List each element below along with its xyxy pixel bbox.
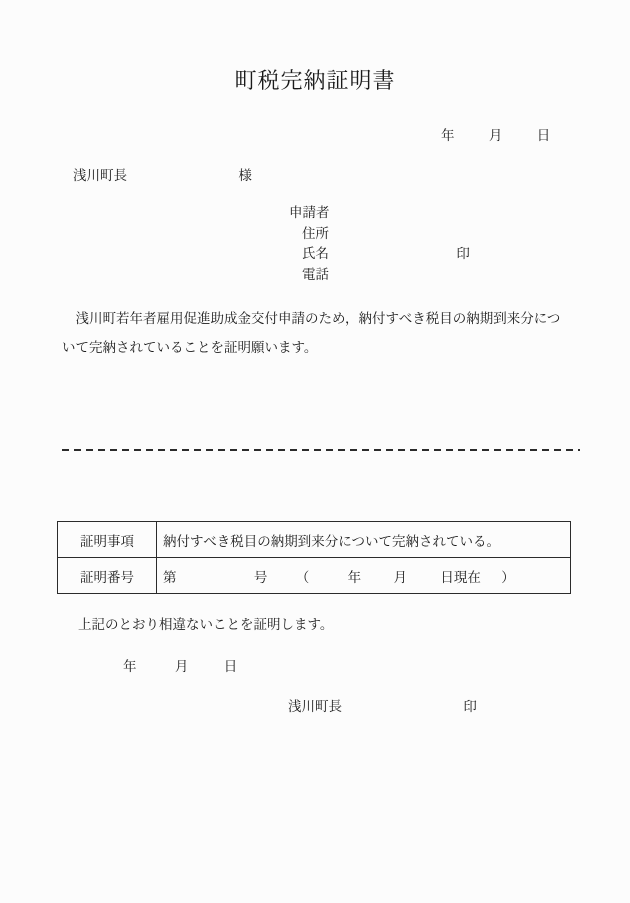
header-month-label: 月 [488,128,503,143]
cert-number-asof-label: 日現在 [440,569,481,585]
applicant-seal-label: 印 [456,246,470,261]
document-title: 町税完納証明書 [234,68,396,93]
cert-item-row [58,522,571,558]
addressee-line [73,164,252,184]
applicant-phone-label: 電話 [302,266,329,282]
applicant-address-row [289,224,470,245]
cert-item-label: 証明事項 [58,522,157,558]
signer-name: 浅川町長 [288,699,342,714]
closing-date-line [123,655,237,675]
cert-item-value: 納付すべき税目の納期到来分について完納されている。 [157,522,571,558]
request-paragraph: 浅川町若年者雇用促進助成金交付申請のため，納付すべき税目の納期到来分について完納されていることを証明願います。 [62,311,561,355]
cert-number-suffix: 号 [253,569,268,585]
cert-number-prefix: 第 [163,569,177,585]
cert-number-month-label: 月 [393,569,407,585]
applicant-address-label: 住所 [302,225,329,241]
certificate-table [57,521,571,594]
applicant-block [289,203,470,285]
closing-month-label: 月 [174,659,189,674]
applicant-name-label: 氏名 [302,246,329,261]
header-date-line [441,124,550,144]
signature-line [288,695,477,715]
cert-number-value [157,558,571,594]
cert-number-paren-close: ） [501,569,515,585]
addressee-honorific: 様 [238,168,252,183]
closing-statement: 上記のとおり相違ないことを証明します。 [78,617,334,632]
cut-line-divider [62,449,580,451]
header-day-label: 日 [536,128,551,143]
cert-number-label: 証明番号 [58,558,157,594]
closing-day-label: 日 [223,659,238,674]
header-year-label: 年 [441,128,455,143]
signer-seal-label: 印 [463,699,477,714]
applicant-phone-row [289,265,470,286]
cert-number-row [58,558,571,594]
closing-year-label: 年 [123,659,137,674]
applicant-heading: 申請者 [289,205,330,220]
applicant-name-row [289,244,470,265]
cert-number-paren-open: （ [295,569,310,585]
addressee-name: 浅川町長 [73,168,127,183]
cert-number-year-label: 年 [347,569,362,585]
